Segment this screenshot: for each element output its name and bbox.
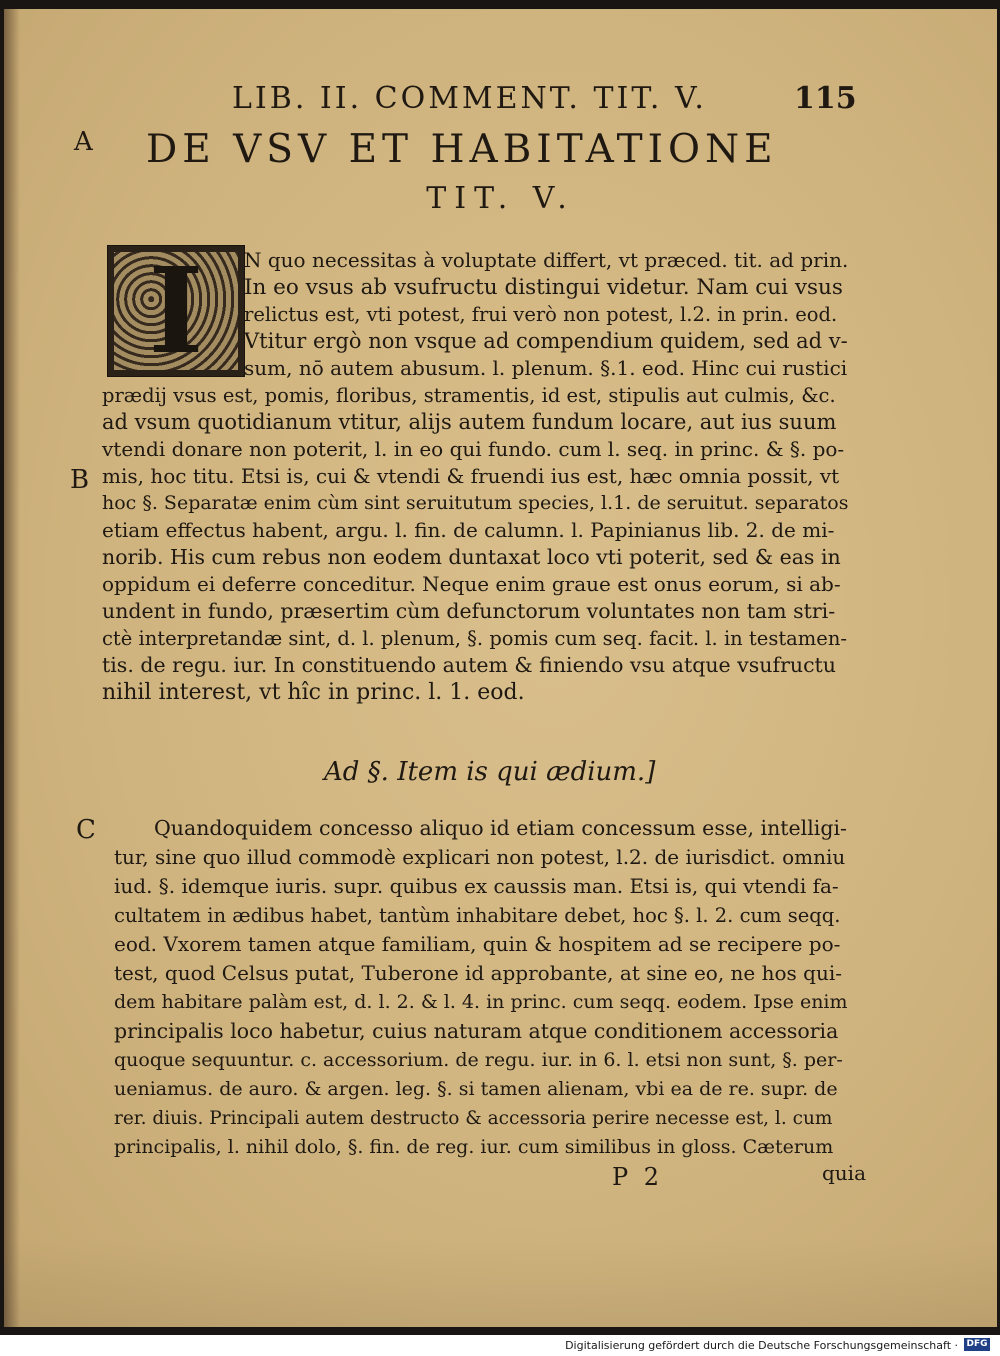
body-line: ueniamus. de auro. & argen. leg. §. si tamen alienam, vbi ea de re. supr. de <box>114 1078 838 1100</box>
chapter-title: DE VSV ET HABITATIONE <box>146 127 778 172</box>
folio-number: 115 <box>794 81 857 116</box>
body-line: principalis loco habetur, cuius naturam atque conditionem accessoria <box>114 1019 839 1043</box>
body-line: sum, nō autem abusum. l. plenum. §.1. eod. Hinc cui rustici <box>244 356 848 380</box>
body-line: cultatem in ædibus habet, tantùm inhabitare debet, hoc §. l. 2. cum seqq. <box>114 904 841 927</box>
body-line: hoc §. Separatæ enim cùm sint seruitutum species, l.1. de seruitut. separatos <box>102 492 849 514</box>
chapter-subtitle: TIT. V. <box>426 181 575 216</box>
body-line: quoque sequuntur. c. accessorium. de regu. iur. in 6. l. etsi non sunt, §. per- <box>114 1049 843 1071</box>
body-line: nihil interest, vt hîc in princ. l. 1. eod. <box>102 680 525 705</box>
dfg-logo: DFG <box>964 1338 990 1351</box>
body-line: mis, hoc titu. Etsi is, cui & vtendi & fruendi ius est, hæc omnia possit, vt <box>102 464 840 488</box>
catchword: quia <box>822 1161 867 1185</box>
body-line: relictus est, vti potest, frui verò non potest, l.2. in prin. eod. <box>244 303 838 326</box>
body-line: N quo necessitas à voluptate differt, vt præced. tit. ad prin. <box>244 248 849 272</box>
body-line: ad vsum quotidianum vtitur, alijs autem fundum locare, aut ius suum <box>102 410 837 434</box>
body-line: Quandoquidem concesso aliquo id etiam concessum esse, intelligi- <box>154 816 847 840</box>
body-line: Vtitur ergò non vsque ad compendium quidem, sed ad v- <box>244 329 848 353</box>
body-line: norib. His cum rebus non eodem duntaxat loco vti poterit, sed & eas in <box>102 545 841 569</box>
body-line: tur, sine quo illud commodè explicari non potest, l.2. de iurisdict. omniu <box>114 845 846 869</box>
body-line: rer. diuis. Principali autem destructo & accessoria perire necesse est, l. cum <box>114 1108 833 1129</box>
signature-mark: P 2 <box>612 1163 664 1191</box>
initial-letter: I <box>148 241 204 380</box>
funding-credit: Digitalisierung gefördert durch die Deutsche Forschungsgemeinschaft · <box>565 1339 958 1352</box>
body-line: vtendi donare non poterit, l. in eo qui fundo. cum l. seq. in princ. & §. po- <box>102 437 845 461</box>
body-line: prædij vsus est, pomis, floribus, stramentis, id est, stipulis aut culmis, &c. <box>102 384 836 407</box>
book-page <box>4 9 997 1327</box>
margin-letter-a: A <box>74 127 93 157</box>
body-line: tis. de regu. iur. In constituendo autem & finiendo vsu atque vsufructu <box>102 653 836 677</box>
body-line: eod. Vxorem tamen atque familiam, quin & hospitem ad se recipere po- <box>114 932 841 956</box>
body-line: iud. §. idemque iuris. supr. quibus ex caussis man. Etsi is, qui vtendi fa- <box>114 874 839 898</box>
margin-letter-b: B <box>70 465 90 495</box>
running-head: LIB. II. COMMENT. TIT. V. <box>232 81 707 116</box>
margin-letter-c: C <box>76 815 96 845</box>
body-line: dem habitare palàm est, d. l. 2. & l. 4. in princ. cum seqq. eodem. Ipse enim <box>114 991 848 1013</box>
body-line: undent in fundo, præsertim cùm defunctorum voluntates non tam stri- <box>102 599 836 623</box>
decorated-initial <box>107 241 245 380</box>
body-line: test, quod Celsus putat, Tuberone id approbante, at sine eo, ne hos qui- <box>114 961 842 985</box>
body-line: principalis, l. nihil dolo, §. fin. de reg. iur. cum similibus in gloss. Cæterum <box>114 1136 834 1158</box>
body-line: etiam effectus habent, argu. l. fin. de calumn. l. Papinianus lib. 2. de mi- <box>102 518 835 542</box>
body-line: ctè interpretandæ sint, d. l. plenum, §. pomis cum seq. facit. l. in testamen- <box>102 627 847 650</box>
body-line: In eo vsus ab vsufructu distingui videtur. Nam cui vsus <box>244 275 843 300</box>
section-heading: Ad §. Item is qui ædium.] <box>324 757 656 787</box>
body-line: oppidum ei deferre conceditur. Neque enim graue est onus eorum, si ab- <box>102 572 841 596</box>
